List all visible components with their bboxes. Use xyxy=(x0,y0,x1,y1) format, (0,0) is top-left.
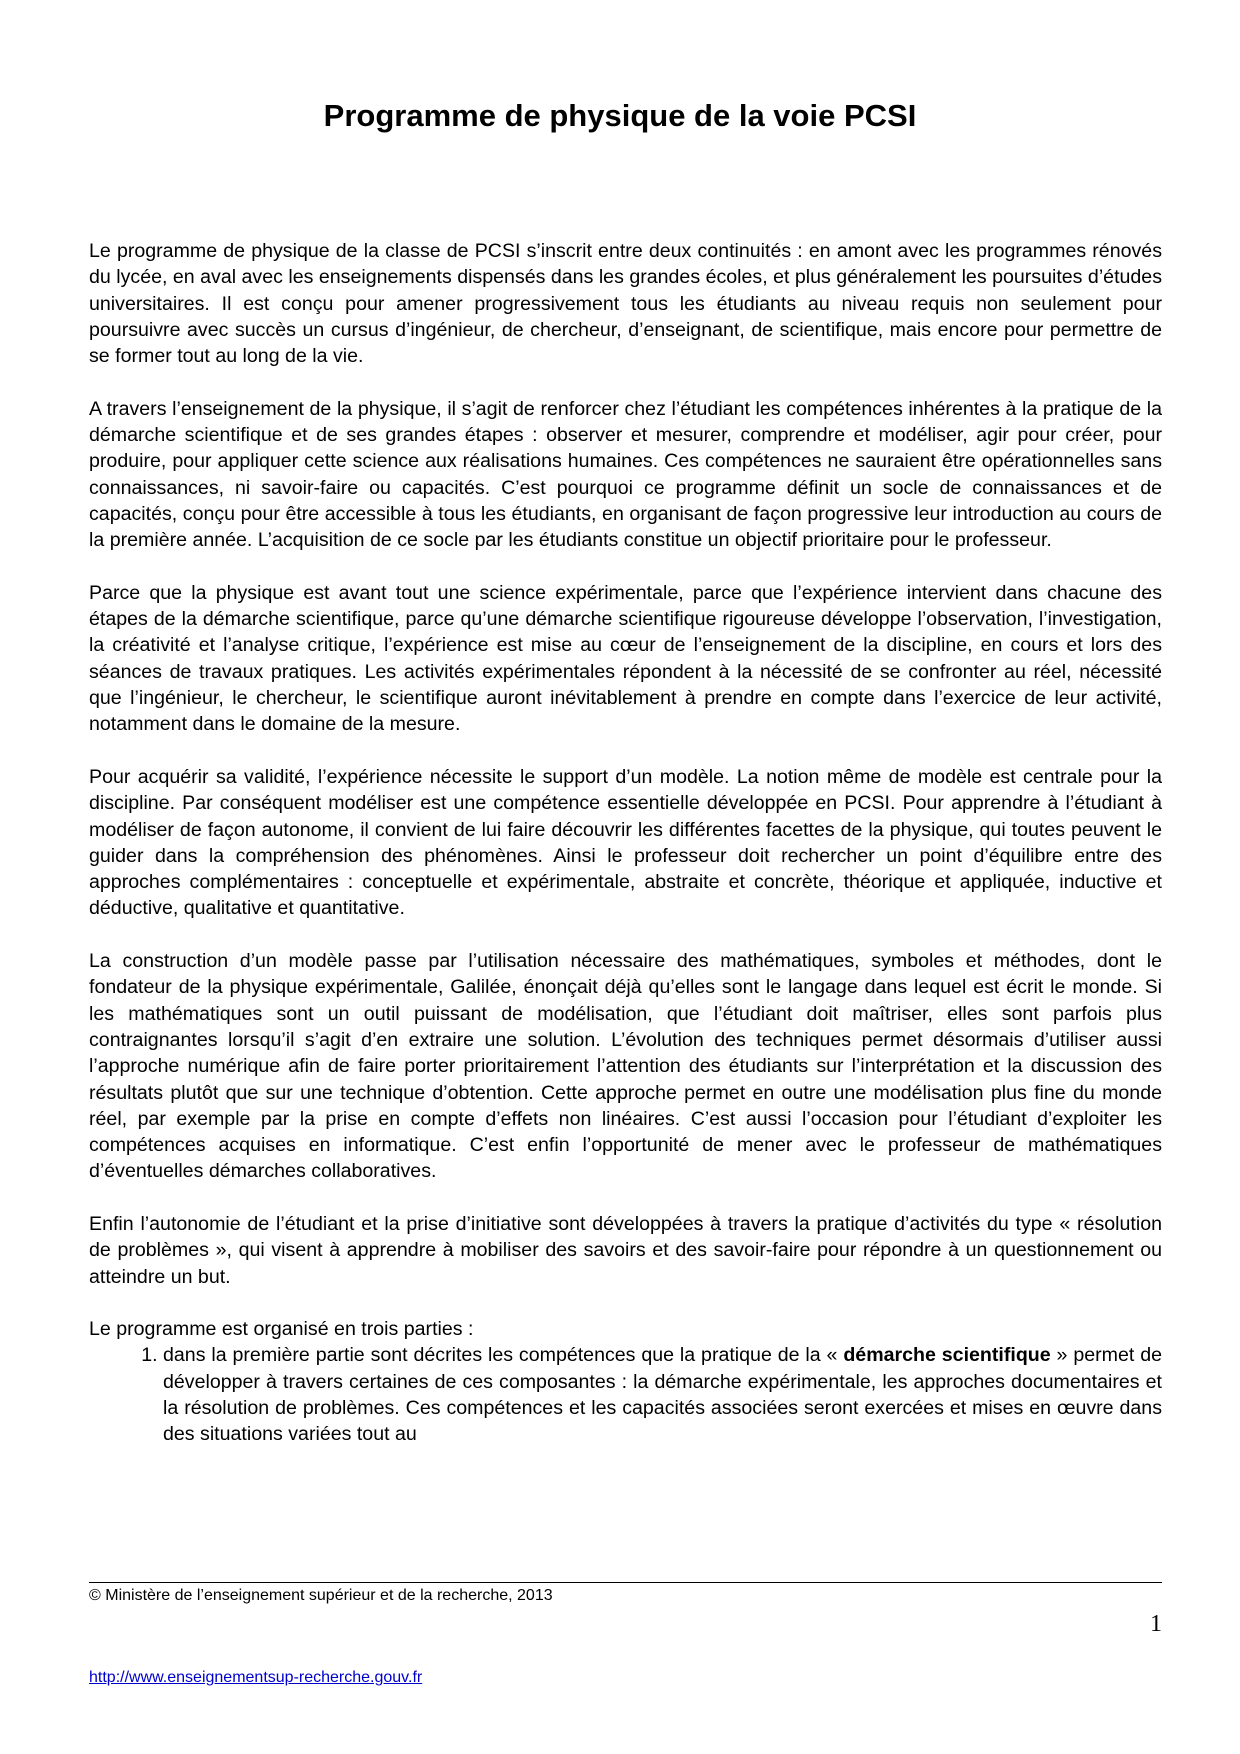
list-item-text-before: dans la première partie sont décrites les compétences que la pratique de la « xyxy=(163,1344,844,1367)
page-number: 1 xyxy=(1150,1611,1162,1637)
paragraph-6: Enfin l’autonomie de l’étudiant et la prise d’initiative sont développées à travers la pratique d’activités du type « résolution de problèmes », qui visent à apprendre à mobiliser des savoirs et des savoir-faire pour répondre à un questionnement ou atteindre un but. xyxy=(89,1212,1162,1288)
paragraph-1: Le programme de physique de la classe de PCSI s’inscrit entre deux continuités : en amont avec les programmes rénovés du lycée, en aval avec les enseignements dispensés dans les grandes écoles, et plus généralement les poursuites d’études universitaires. Il est conçu pour amener progressivement tous les étudiants au niveau requis non seulement pour poursuivre avec succès un cursus d’ingénieur, de chercheur, d’enseignant, de scientifique, mais encore pour permettre de se former tout au long de la vie. xyxy=(89,240,1162,368)
list-item-bold-term: démarche scientifique xyxy=(843,1344,1051,1367)
list-item-text-after: » permet de développer à travers certaines de ces composantes : la démarche expérimentale, les approches documentaires et la résolution de problèmes. Ces compétences et les capacités associées seront exercées et mises en œuvre dans des situations variées tout au xyxy=(163,1344,1162,1446)
paragraph-3: Parce que la physique est avant tout une science expérimentale, parce que l’expérience intervient dans chacune des étapes de la démarche scientifique, parce qu’une démarche scientifique rigoureuse développe l’observation, l’investigation, la créativité et l’analyse critique, l’expérience est mise au cœur de l’enseignement de la discipline, en cours et lors des séances de travaux pratiques. Les activités expérimentales répondent à la nécessité de se confronter au réel, nécessité que l’ingénieur, le chercheur, le scientifique auront inévitablement à prendre en compte dans l’exercice de leur activité, notamment dans le domaine de la mesure. xyxy=(89,581,1162,736)
footer-url-link[interactable]: http://www.enseignementsup-recherche.gouv.fr xyxy=(89,1669,423,1686)
paragraph-4: Pour acquérir sa validité, l’expérience nécessite le support d’un modèle. La notion même de modèle est centrale pour la discipline. Par conséquent modéliser est une compétence essentielle développée en PCSI. Pour apprendre à l’étudiant à modéliser de façon autonome, il convient de lui faire découvrir les différentes facettes de la physique, qui toutes peuvent le guider dans la compréhension des phénomènes. Ainsi le professeur doit rechercher un point d’équilibre entre des approches complémentaires : conceptuelle et expérimentale, abstraite et concrète, théorique et appliquée, inductive et déductive, qualitative et quantitative. xyxy=(89,765,1162,920)
paragraph-2: A travers l’enseignement de la physique, il s’agit de renforcer chez l’étudiant les compétences inhérentes à la pratique de la démarche scientifique et de ses grandes étapes : observer et mesurer, comprendre et modéliser, agir pour créer, pour produire, pour appliquer cette science aux réalisations humaines. Ces compétences ne sauraient être opérationnelles sans connaissances, ni savoir-faire ou capacités. C’est pourquoi ce programme définit un socle de connaissances et de capacités, conçu pour être accessible à tous les étudiants, en organisant de façon progressive leur introduction au cours de la première année. L’acquisition de ce socle par les étudiants constitue un objectif prioritaire pour le professeur. xyxy=(89,397,1162,552)
document-body xyxy=(89,238,1162,1448)
page-title: Programme de physique de la voie PCSI xyxy=(323,98,917,133)
footer-divider xyxy=(89,1582,1162,1583)
list-intro: Le programme est organisé en trois parties : xyxy=(89,1318,474,1341)
list-item xyxy=(163,1342,1162,1447)
footer-copyright: © Ministère de l’enseignement supérieur et de la recherche, 2013 xyxy=(89,1587,553,1604)
paragraph-5: La construction d’un modèle passe par l’utilisation nécessaire des mathématiques, symboles et méthodes, dont le fondateur de la physique expérimentale, Galilée, énonçait déjà qu’elles sont le langage dans lequel est écrit le monde. Si les mathématiques sont un outil puissant de modélisation, que l’étudiant doit maîtriser, elles sont parfois plus contraignantes lorsqu’il s’agit d’en extraire une solution. L’évolution des techniques permet désormais d’utiliser aussi l’approche numérique afin de faire porter prioritairement l’attention des étudiants sur l’interprétation et la discussion des résultats plutôt que sur une technique d’obtention. Cette approche permet en outre une modélisation plus fine du monde réel, par exemple par la prise en compte d’effets non linéaires. C’est aussi l’occasion pour l’étudiant d’exploiter les compétences acquises en informatique. C’est enfin l’opportunité de mener avec le professeur de mathématiques d’éventuelles démarches collaboratives. xyxy=(89,950,1162,1183)
parts-list xyxy=(89,1342,1162,1447)
